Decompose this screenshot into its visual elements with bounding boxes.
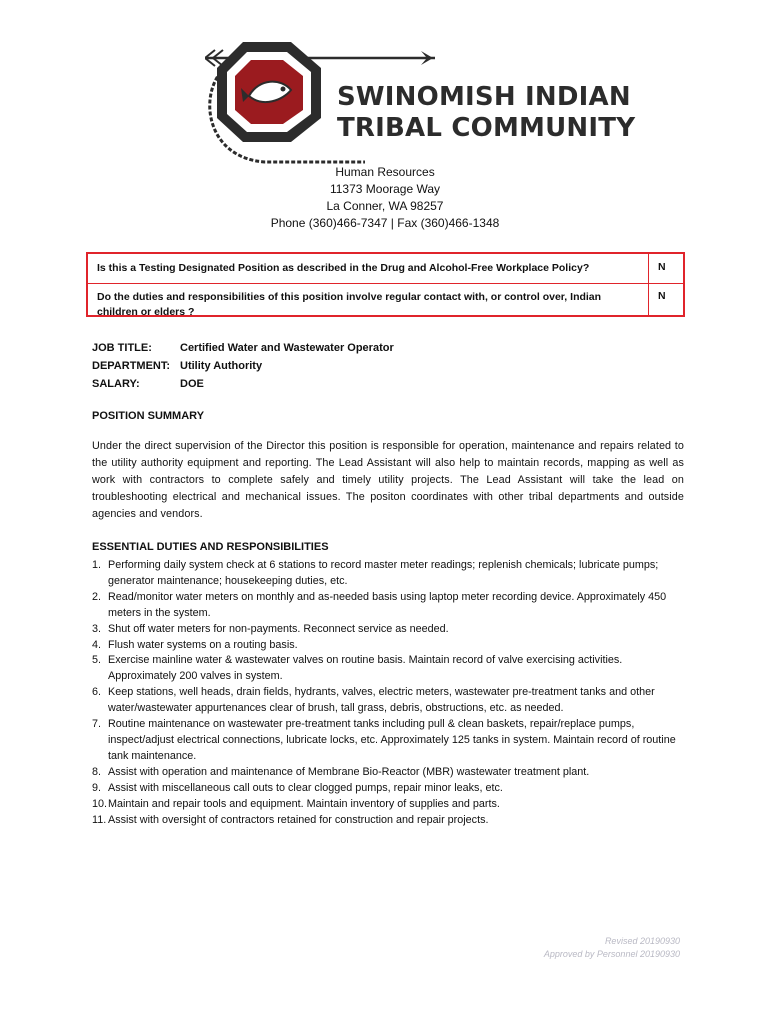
- duty-number: 3.: [92, 622, 102, 635]
- salary-label: SALARY:: [92, 378, 140, 390]
- duty-number: 7.: [92, 718, 102, 731]
- duty-text: Assist with operation and maintenance of Membrane Bio-Reactor (MBR) wastewater treatment plant.: [108, 765, 590, 778]
- duty-number: 10.: [92, 797, 108, 810]
- duty-text: Assist with oversight of contractors retained for construction and repair projects.: [108, 813, 489, 826]
- duty-text: Exercise mainline water & wastewater valves on routine basis. Maintain record of valve exercising activities. Approximately 200 valves in system.: [108, 654, 623, 683]
- policy-answer: N: [658, 290, 666, 302]
- duty-item: [92, 797, 692, 813]
- duty-number: 2.: [92, 590, 102, 603]
- org-name-line2: TRIBAL COMMUNITY: [337, 113, 636, 143]
- duty-number: 11.: [92, 813, 107, 826]
- revision-note: [544, 935, 680, 961]
- revised-date: Revised 20190930: [604, 936, 680, 946]
- duty-text: Shut off water meters for non-payments. Reconnect service as needed.: [108, 622, 449, 635]
- duty-text: Maintain and repair tools and equipment. Maintain inventory of supplies and parts.: [108, 797, 500, 810]
- duty-item: [92, 558, 692, 590]
- duty-number: 1.: [92, 559, 102, 571]
- duty-text: Flush water systems on a routing basis.: [108, 638, 298, 651]
- job-title-label: JOB TITLE:: [92, 342, 152, 354]
- position-summary-heading: POSITION SUMMARY: [92, 410, 205, 422]
- duty-number: 5.: [92, 654, 102, 667]
- salary-value: DOE: [180, 378, 204, 390]
- policy-question: Do the duties and responsibilities of this position involve regular contact with, or control over, Indian children or elders ?: [97, 291, 602, 318]
- street-address: 11373 Moorage Way: [329, 182, 441, 196]
- duty-number: 6.: [92, 686, 102, 699]
- department-label: DEPARTMENT:: [92, 360, 171, 372]
- department-value: Utility Authority: [180, 360, 263, 372]
- duty-number: 8.: [92, 765, 102, 778]
- duty-text: Routine maintenance on wastewater pre-treatment tanks including pull & clean baskets, repair/replace pumps, inspect/adjust electrical connections, lubricate locks, etc. Approximately 125 tanks in system. Maintain record of routine tank maintenance.: [108, 718, 676, 762]
- policy-answer-cell: [648, 284, 684, 315]
- phone-fax: Phone (360)466-7347 | Fax (360)466-1348: [270, 216, 500, 230]
- duties-heading: ESSENTIAL DUTIES AND RESPONSIBILITIES: [92, 541, 329, 553]
- tribal-logo: [205, 38, 636, 170]
- address-block: [0, 164, 770, 232]
- duty-text: Keep stations, well heads, drain fields, hydrants, valves, electric meters, wastewater pre-treatment tanks and other water/wastewater appurtenances clear of brush, tall grass, debris, obstructions, etc. as needed.: [108, 686, 655, 715]
- duties-list: [92, 558, 692, 828]
- duty-text: Performing daily system check at 6 stations to record master meter readings; replenish chemicals; lubricate pumps; generator maintenance; housekeeping duties, etc.: [108, 559, 659, 587]
- policy-answer: N: [658, 261, 666, 273]
- approved-date: Approved by Personnel 20190930: [543, 949, 680, 959]
- duty-item: [92, 622, 692, 638]
- duty-item: [92, 638, 692, 654]
- hr-department: Human Resources: [335, 165, 435, 179]
- policy-answer-cell: [648, 254, 684, 283]
- policy-row: [88, 254, 683, 284]
- duty-item: [92, 765, 692, 781]
- policy-table: [86, 252, 685, 317]
- position-summary-text: Under the direct supervision of the Director this position is responsible for operation, maintenance and repairs related to the utility authority equipment and reporting. The Lead Assistant will also help to maintain records, mapping as well as work with contractors to complete safely and timely utility projects. The Lead Assistant will take the lead on troubleshooting electrical and mechanical issues. The positon coordinates with other tribal departments and outside agencies and vendors.: [92, 440, 684, 520]
- duty-item: [92, 685, 692, 717]
- city-state-zip: La Conner, WA 98257: [326, 199, 444, 213]
- duty-item: [92, 653, 692, 685]
- policy-question: Is this a Testing Designated Position as described in the Drug and Alcohol-Free Workplace Policy?: [97, 262, 590, 274]
- policy-row: [88, 284, 683, 318]
- duty-item: [92, 590, 692, 622]
- duty-text: Assist with miscellaneous call outs to clear clogged pumps, repair minor leaks, etc.: [108, 781, 503, 794]
- duty-item: [92, 717, 692, 765]
- duty-item: [92, 813, 692, 829]
- duty-number: 9.: [92, 781, 102, 794]
- duty-number: 4.: [92, 638, 102, 651]
- duty-text: Read/monitor water meters on monthly and as-needed basis using laptop meter recording device. Approximately 450 meters in the system.: [108, 590, 667, 619]
- duty-item: [92, 781, 692, 797]
- organization-name: [337, 82, 635, 144]
- job-title-value: Certified Water and Wastewater Operator: [180, 342, 394, 354]
- org-name-line1: SWINOMISH INDIAN: [337, 82, 631, 112]
